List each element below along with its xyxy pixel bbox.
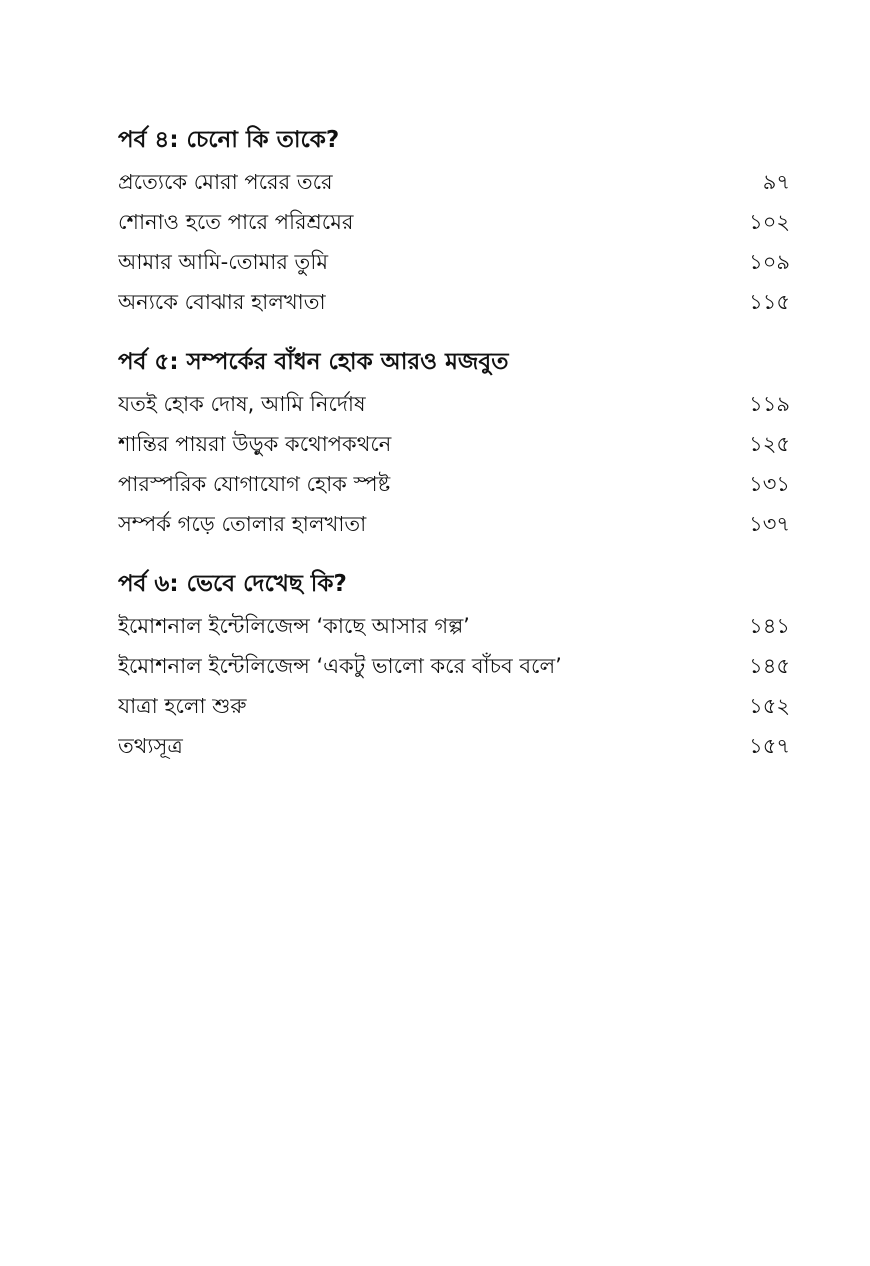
entry-title: সম্পর্ক গড়ে তোলার হালখাতা xyxy=(118,512,367,536)
entry-title: আমার আমি-তোমার তুমি xyxy=(118,250,328,274)
entry-page-number: ১১৫ xyxy=(749,290,790,314)
toc-entry xyxy=(118,162,790,202)
entry-page-number: ১৩৭ xyxy=(749,512,790,536)
toc-entry xyxy=(118,384,790,424)
toc-entry xyxy=(118,646,790,686)
entry-page-number: ১৪৫ xyxy=(749,654,790,678)
toc-entry xyxy=(118,606,790,646)
entry-page-number: ১৩১ xyxy=(749,472,790,496)
entry-page-number: ১১৯ xyxy=(749,392,790,416)
toc-entry xyxy=(118,282,790,322)
entry-title: শান্তির পায়রা উড়ুক কথোপকথনে xyxy=(118,432,392,456)
toc-entry xyxy=(118,424,790,464)
entry-title: প্রত্যেকে মোরা পরের তরে xyxy=(118,170,333,194)
entry-page-number: ১৪১ xyxy=(749,614,790,638)
entry-page-number: ১০৯ xyxy=(749,250,790,274)
part-title: পর্ব ৪: চেনো কি তাকে? xyxy=(118,127,340,153)
part-title: পর্ব ৬: ভেবে দেখেছ কি? xyxy=(118,571,347,597)
toc-entry xyxy=(118,202,790,242)
toc-entry xyxy=(118,464,790,504)
entry-page-number: ১০২ xyxy=(749,210,790,234)
part-title: পর্ব ৫: সম্পর্কের বাঁধন হোক আরও মজবুত xyxy=(118,349,509,375)
entry-page-number: ১৫২ xyxy=(749,694,790,718)
entry-title: শোনাও হতে পারে পরিশ্রমের xyxy=(118,210,354,234)
toc-entry xyxy=(118,726,790,766)
entry-title: ইমোশনাল ইন্টেলিজেন্স ‘একটু ভালো করে বাঁচব বলে’ xyxy=(118,654,562,678)
table-of-contents xyxy=(118,118,790,784)
toc-entry xyxy=(118,504,790,544)
entry-title: যতই হোক দোষ, আমি নির্দোষ xyxy=(118,392,366,416)
part-6 xyxy=(118,562,790,766)
toc-entry xyxy=(118,686,790,726)
entry-page-number: ১৫৭ xyxy=(749,734,790,758)
entry-title: ইমোশনাল ইন্টেলিজেন্স ‘কাছে আসার গল্প’ xyxy=(118,614,470,638)
entry-title: যাত্রা হলো শুরু xyxy=(118,694,247,718)
part-5 xyxy=(118,340,790,544)
toc-entry xyxy=(118,242,790,282)
entry-title: অন্যকে বোঝার হালখাতা xyxy=(118,290,326,314)
entry-title: পারস্পরিক যোগাযোগ হোক স্পষ্ট xyxy=(118,472,391,496)
entry-page-number: ৯৭ xyxy=(762,170,790,194)
entry-page-number: ১২৫ xyxy=(749,432,790,456)
part-4 xyxy=(118,118,790,322)
entry-title: তথ্যসূত্র xyxy=(118,734,183,758)
